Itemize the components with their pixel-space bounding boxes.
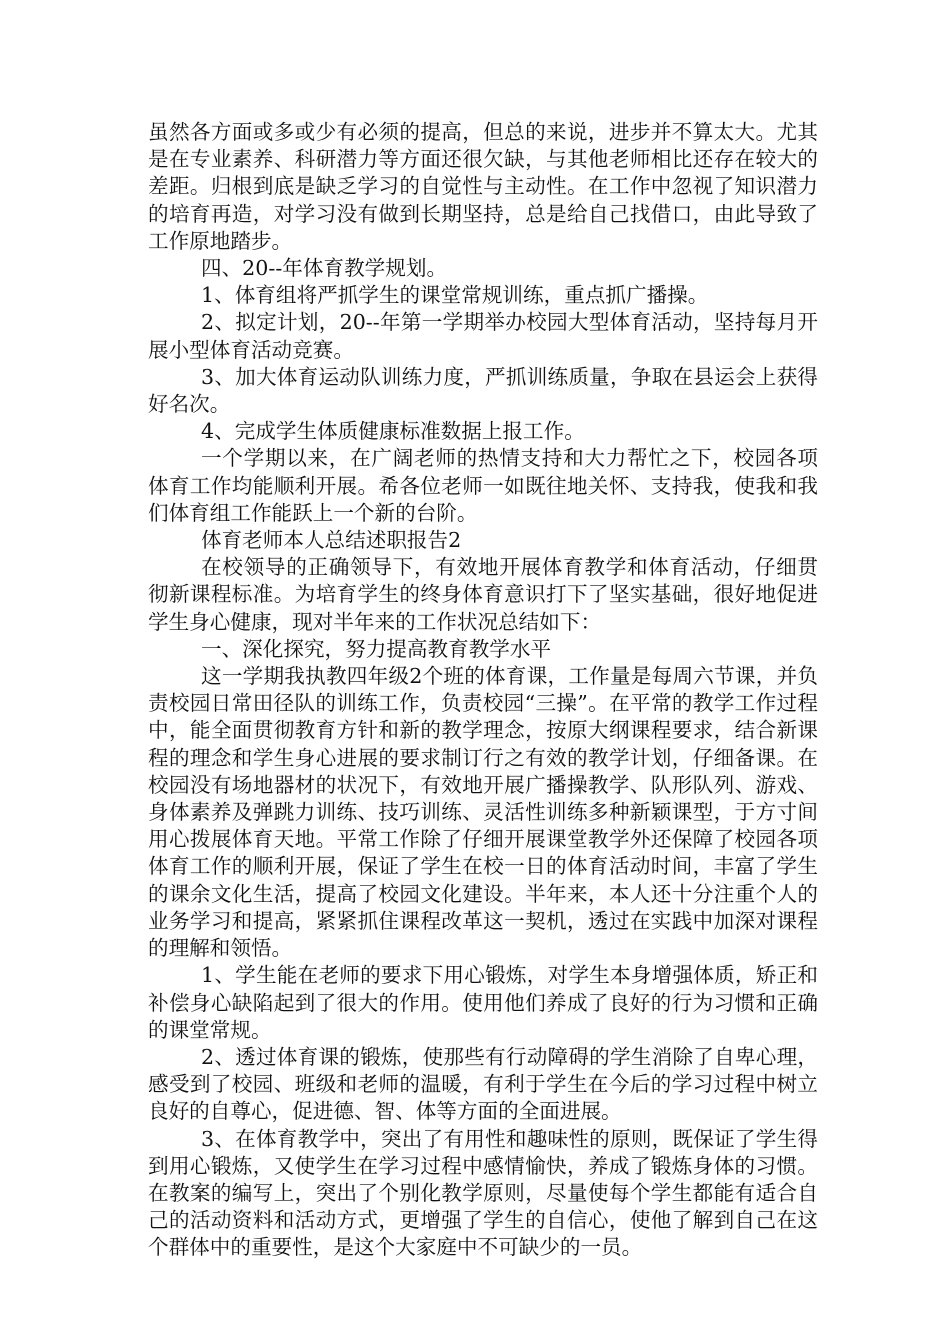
paragraph-1: 虽然各方面或多或少有必须的提高，但总的来说，进步并不算太大。尤其是在专业素养、科研潜力等方面还很欠缺，与其他老师相比还存在较大的差距。归根到底是缺乏学习的自觉性与主动性。在工作中忽视了知识潜力的培育再造，对学习没有做到长期坚持，总是给自己找借口，由此导致了工作原地踏步。: [148, 120, 818, 253]
paragraph-10-section-heading: 一、深化探究，努力提高教育教学水平: [201, 636, 552, 661]
paragraph-7: 一个学期以来，在广阔老师的热情支持和大力帮忙之下，校园各项体育工作均能顺利开展。希各位老师一如既往地关怀、支持我，使我和我们体育组工作能跃上一个新的台阶。: [148, 446, 818, 525]
paragraph-2-section-heading: 四、20--年体育教学规划。: [201, 256, 448, 281]
paragraph-9: 在校领导的正确领导下，有效地开展体育教学和体育活动，仔细贯彻新课程标准。为培育学生的终身体育意识打下了坚实基础，很好地促进学生身心健康，现对半年来的工作状况总结如下：: [148, 555, 818, 634]
paragraph-13: 2、透过体育课的锻炼，使那些有行动障碍的学生消除了自卑心理，感受到了校园、班级和老师的温暖，有利于学生在今后的学习过程中树立良好的自尊心，促进德、智、体等方面的全面进展。: [148, 1044, 818, 1124]
paragraph-12: 1、学生能在老师的要求下用心锻炼，对学生本身增强体质，矫正和补偿身心缺陷起到了很大的作用。使用他们养成了良好的行为习惯和正确的课堂常规。: [148, 963, 818, 1042]
report-title: 体育老师本人总结述职报告2: [201, 528, 462, 553]
paragraph-5: 3、加大体育运动队训练力度，严抓训练质量，争取在县运会上获得好名次。: [148, 364, 818, 417]
paragraph-3: 1、体育组将严抓学生的课堂常规训练，重点抓广播操。: [201, 283, 709, 308]
paragraph-4: 2、拟定计划，20--年第一学期举办校园大型体育活动，坚持每月开展小型体育活动竞赛。: [148, 310, 818, 362]
document-page: [148, 119, 818, 1262]
paragraph-11: 这一学期我执教四年级2个班的体育课，工作量是每周六节课，并负责校园日常田径队的训练工作，负责校园“三操”。在平常的教学工作过程中，能全面贯彻教育方针和新的教学理念，按原大纲课程要求，结合新课程的理念和学生身心进展的要求制订行之有效的教学计划，仔细备课。在校园没有场地器材的状况下，有效地开展广播操教学、队形队列、游戏、身体素养及弹跳力训练、技巧训练、灵活性训练多种新颖课型，于方寸间用心拨展体育天地。平常工作除了仔细开展课堂教学外还保障了校园各项体育工作的顺利开展，保证了学生在校一日的体育活动时间，丰富了学生的课余文化生活，提高了校园文化建设。半年来，本人还十分注重个人的业务学习和提高，紧紧抓住课程改革这一契机，透过在实践中加深对课程的理解和领悟。: [148, 664, 818, 961]
paragraph-14: 3、在体育教学中，突出了有用性和趣味性的原则，既保证了学生得到用心锻炼，又使学生在学习过程中感情愉快，养成了锻炼身体的习惯。在教案的编写上，突出了个别化教学原则，尽量使每个学生都能有适合自己的活动资料和活动方式，更增强了学生的自信心，使他了解到自己在这个群体中的重要性，是这个大家庭中不可缺少的一员。: [148, 1126, 818, 1260]
paragraph-6: 4、完成学生体质健康标准数据上报工作。: [201, 419, 585, 444]
